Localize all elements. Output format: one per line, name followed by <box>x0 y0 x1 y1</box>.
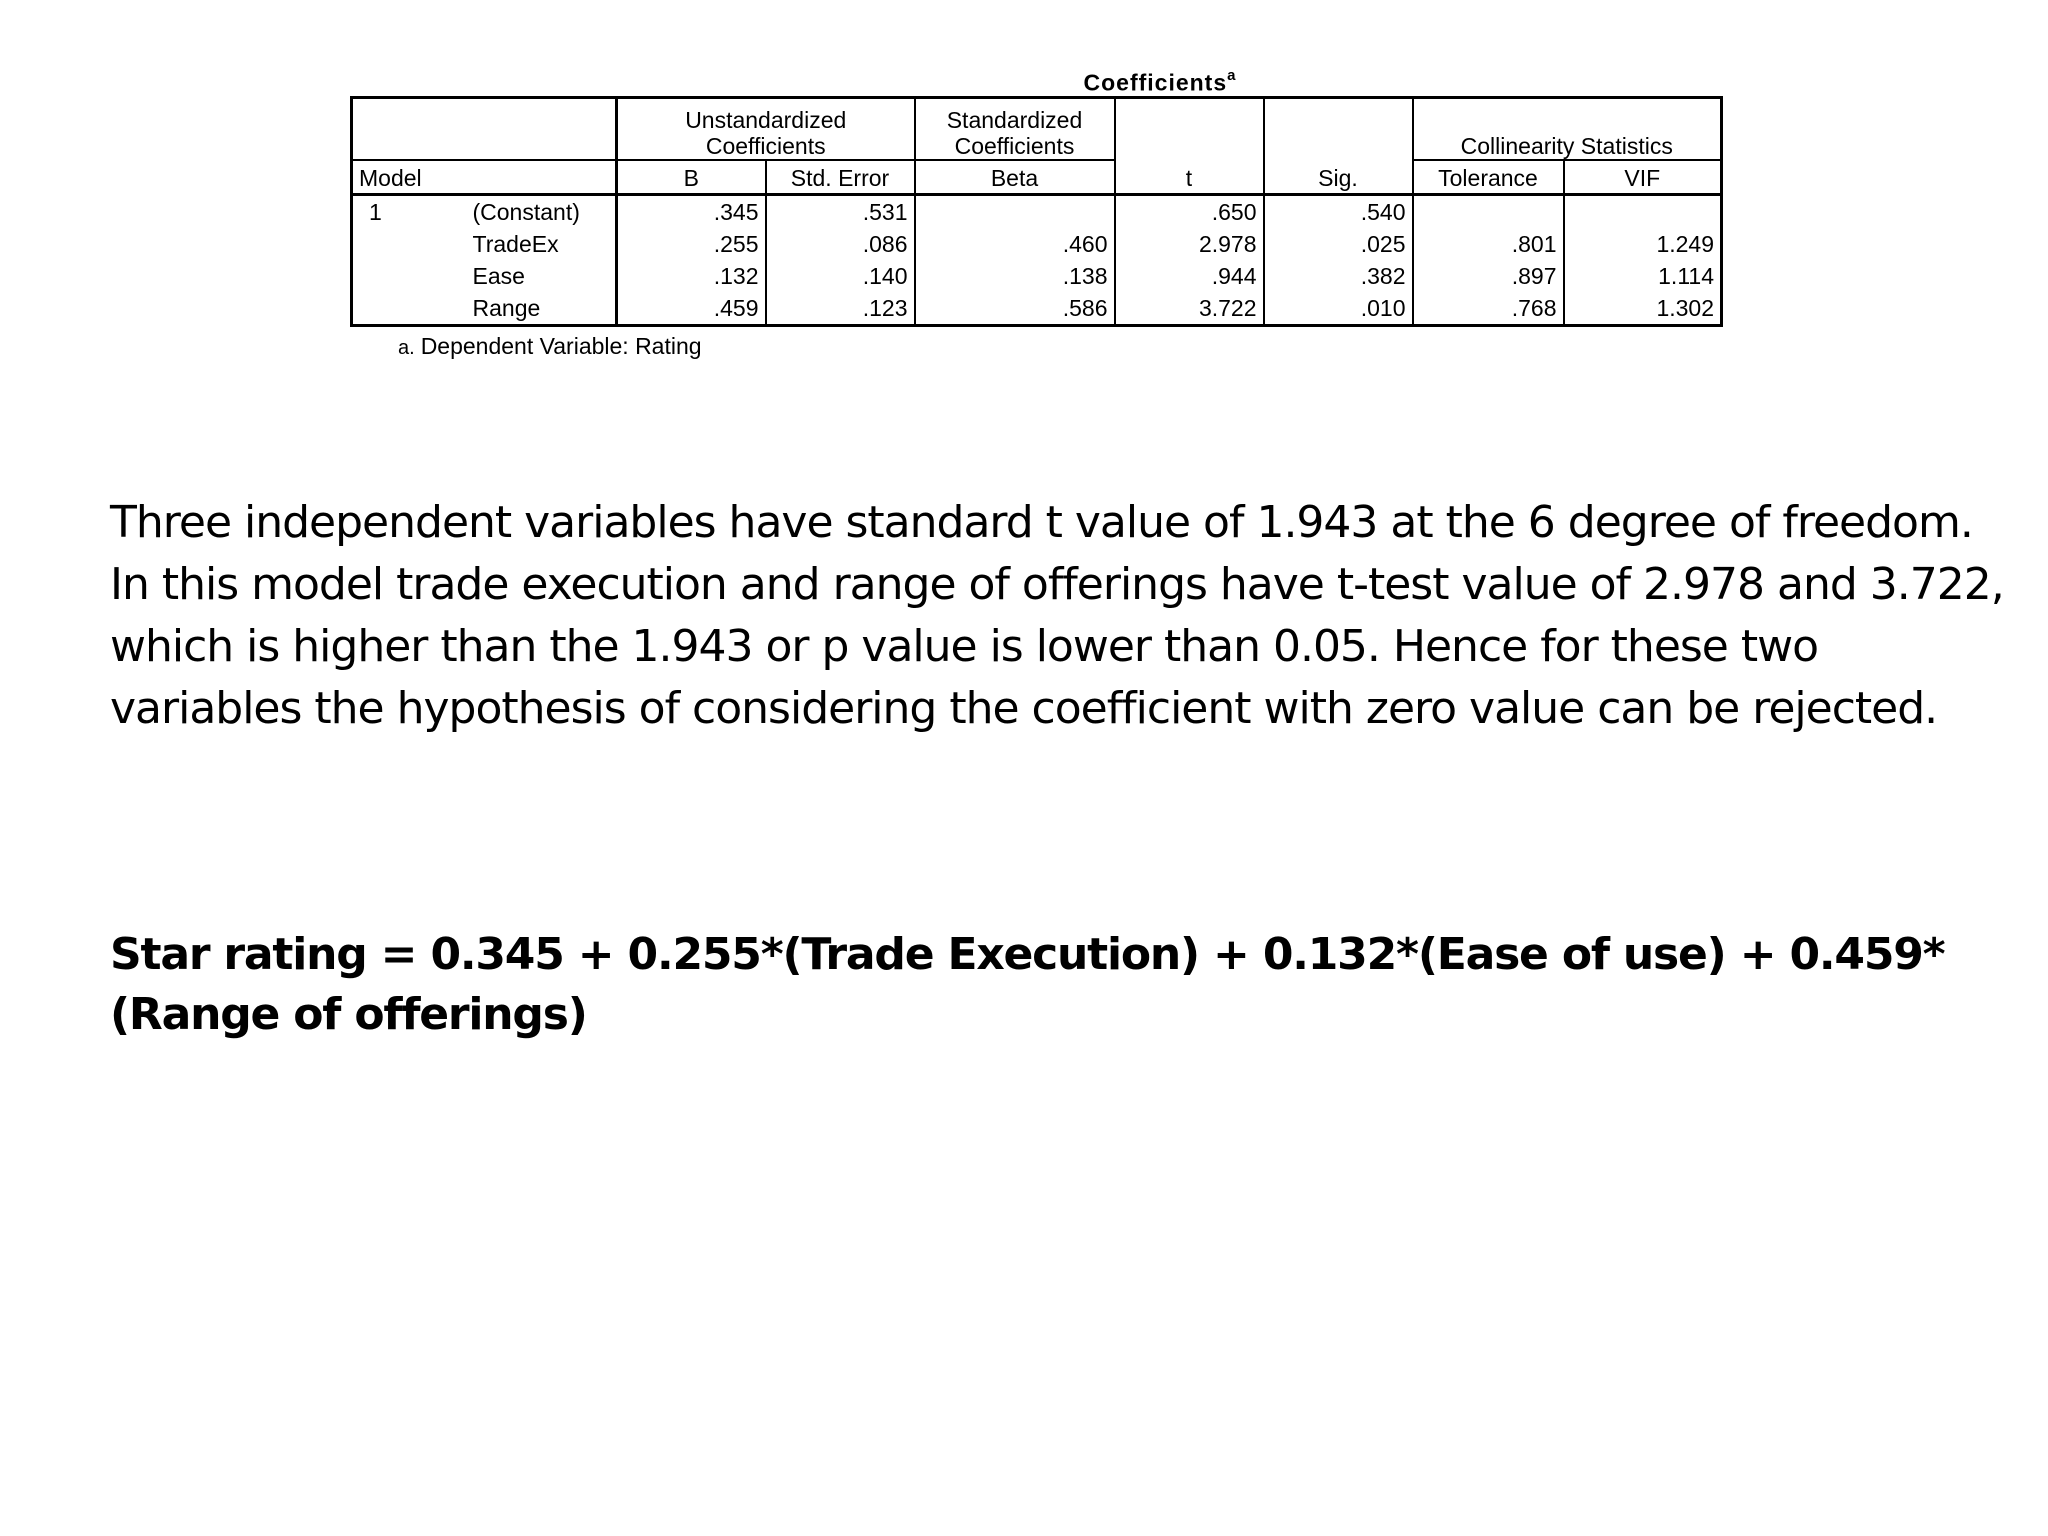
header-unstandardized <box>617 98 915 161</box>
table-title-superscript: a <box>1227 67 1237 84</box>
table-row <box>352 195 1722 229</box>
table-title-text: Coefficients <box>1083 69 1228 96</box>
cell-t: .944 <box>1115 260 1264 292</box>
header-row-1 <box>352 98 1722 130</box>
cell-sig: .025 <box>1264 228 1413 260</box>
model-number: 1 <box>369 199 382 225</box>
table-row <box>352 292 1722 326</box>
cell-vif: 1.114 <box>1564 260 1722 292</box>
explanation-paragraph: Three independent variables have standard t value of 1.943 at the 6 degree of freedom. In this model trade execution and range of offerings have t-test value of 2.978 and 3.722, which is higher than the 1.943 or p value is lower than 0.05. Hence for these two variables the hypothesis of considering the coefficient with zero value can be rejected. <box>110 497 2004 734</box>
cell-tolerance: .768 <box>1413 292 1564 326</box>
cell-std-error: .086 <box>766 228 915 260</box>
header-t-blank <box>1115 98 1264 161</box>
cell-std-error: .140 <box>766 260 915 292</box>
header-blank-2 <box>352 129 617 160</box>
header-sig-blank <box>1264 98 1413 161</box>
coefficients-table-block <box>350 60 1720 360</box>
cell-tolerance: .897 <box>1413 260 1564 292</box>
cell-b: .459 <box>617 292 766 326</box>
header-collinearity <box>1413 98 1722 161</box>
cell-beta: .586 <box>915 292 1115 326</box>
cell-tolerance: .801 <box>1413 228 1564 260</box>
coefficients-table <box>350 96 1723 327</box>
cell-vif: 1.302 <box>1564 292 1722 326</box>
table-row <box>352 228 1722 260</box>
header-standardized-text: Standardized Coefficients <box>946 107 1083 159</box>
header-b: B <box>617 160 766 195</box>
cell-sig: .382 <box>1264 260 1413 292</box>
cell-b: .345 <box>617 195 766 229</box>
cell-sig: .010 <box>1264 292 1413 326</box>
header-blank <box>352 98 617 130</box>
cell-t: 2.978 <box>1115 228 1264 260</box>
cell-vif <box>1564 195 1722 229</box>
header-row-3 <box>352 160 1722 195</box>
cell-t: .650 <box>1115 195 1264 229</box>
header-beta: Beta <box>915 160 1115 195</box>
footnote-mark: a. <box>398 337 415 359</box>
header-sig: Sig. <box>1264 160 1413 195</box>
header-tolerance: Tolerance <box>1413 160 1564 195</box>
header-collinearity-text: Collinearity Statistics <box>1460 133 1673 159</box>
table-title <box>350 60 1720 96</box>
cell-beta: .138 <box>915 260 1115 292</box>
header-model: Model <box>352 160 617 195</box>
header-standardized <box>915 98 1115 161</box>
header-unstandardized-text: Unstandardized Coefficients <box>685 107 847 159</box>
cell-vif: 1.249 <box>1564 228 1722 260</box>
footnote-text: Dependent Variable: Rating <box>420 333 702 359</box>
table-footnote <box>350 333 1720 360</box>
cell-std-error: .123 <box>766 292 915 326</box>
row-name: TradeEx <box>472 231 559 257</box>
cell-sig: .540 <box>1264 195 1413 229</box>
cell-t: 3.722 <box>1115 292 1264 326</box>
row-name: (Constant) <box>472 199 580 225</box>
cell-std-error: .531 <box>766 195 915 229</box>
row-name: Ease <box>472 263 525 289</box>
regression-equation: Star rating = 0.345 + 0.255*(Trade Execution) + 0.132*(Ease of use) + 0.459*(Range of offerings) <box>110 929 1945 1040</box>
cell-tolerance <box>1413 195 1564 229</box>
cell-beta: .460 <box>915 228 1115 260</box>
header-t: t <box>1115 160 1264 195</box>
header-vif: VIF <box>1564 160 1722 195</box>
cell-beta <box>915 195 1115 229</box>
cell-b: .132 <box>617 260 766 292</box>
header-std-error: Std. Error <box>766 160 915 195</box>
cell-b: .255 <box>617 228 766 260</box>
table-row <box>352 260 1722 292</box>
row-name: Range <box>472 295 541 321</box>
